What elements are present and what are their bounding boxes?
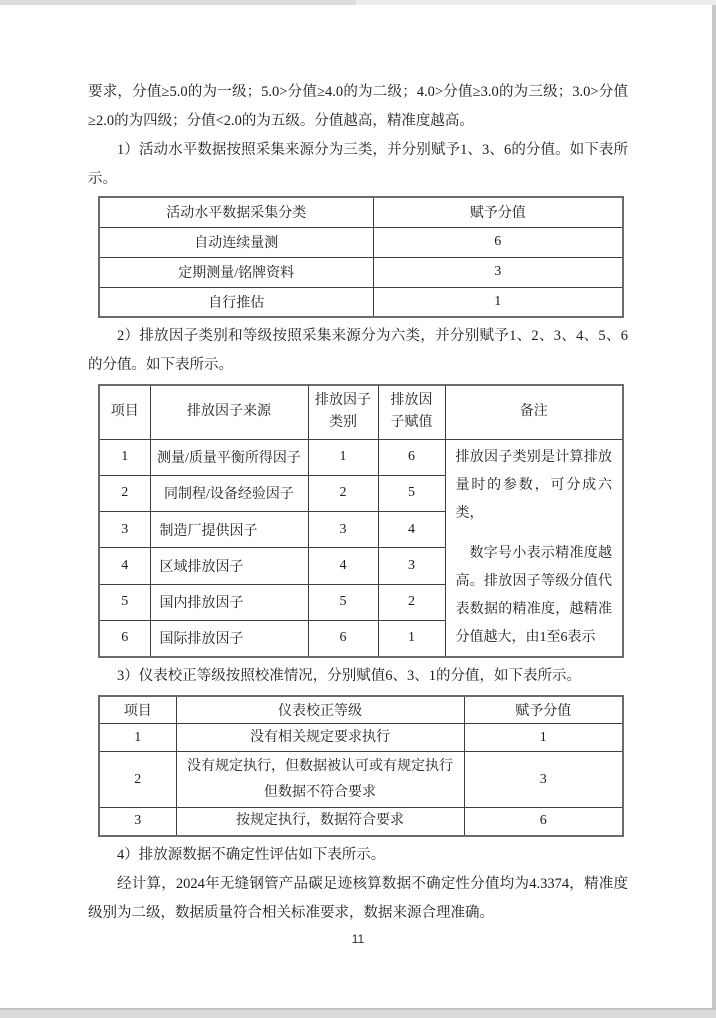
emission-factor-table bbox=[98, 384, 624, 658]
table-row bbox=[99, 724, 623, 752]
table-cell: 6 bbox=[378, 439, 445, 475]
page-number: 11 bbox=[351, 932, 365, 946]
table-cell: 4 bbox=[308, 548, 378, 584]
table-cell: 4 bbox=[99, 548, 150, 584]
table-cell: 1 bbox=[99, 724, 176, 752]
table-cell: 3 bbox=[378, 548, 445, 584]
paragraph-activity-data-intro: 1）活动水平数据按照采集来源分为三类，并分别赋予1、3、6的分值。如下表所示。 bbox=[88, 142, 628, 187]
table-cell: 定期测量/铭牌资料 bbox=[99, 257, 373, 287]
table-cell: 自动连续量测 bbox=[99, 227, 373, 257]
instrument-calibration-table bbox=[98, 695, 624, 837]
table-cell: 6 bbox=[464, 808, 623, 836]
table-row bbox=[99, 752, 623, 808]
paragraph-emission-factor-intro: 2）排放因子类别和等级按照采集来源分为六类，并分别赋予1、2、3、4、5、6的分值。如下表所示。 bbox=[88, 328, 628, 373]
viewer-right-edge bbox=[712, 5, 716, 1008]
column-header bbox=[308, 385, 378, 439]
table-cell: 6 bbox=[308, 620, 378, 656]
column-header: 仪表校正等级 bbox=[176, 696, 464, 724]
column-header: 活动水平数据采集分类 bbox=[99, 197, 373, 227]
page-content bbox=[88, 78, 628, 928]
paragraph-uncertainty-intro: 4）排放源数据不确定性评估如下表所示。 bbox=[117, 846, 386, 863]
table-cell-line: 没有规定执行，但数据被认可或有规定执行 bbox=[187, 758, 453, 774]
table-cell: 3 bbox=[464, 752, 623, 808]
table-cell: 2 bbox=[99, 752, 176, 808]
table-cell: 2 bbox=[378, 584, 445, 620]
table-cell: 1 bbox=[308, 439, 378, 475]
table-cell: 5 bbox=[308, 584, 378, 620]
table-cell bbox=[176, 752, 464, 808]
table-cell: 3 bbox=[373, 257, 623, 287]
table-cell: 3 bbox=[308, 512, 378, 548]
table-row bbox=[99, 808, 623, 836]
paragraph-instrument-calibration-intro: 3）仪表校正等级按照校准情况，分别赋值6、3、1的分值，如下表所示。 bbox=[117, 667, 581, 684]
column-header: 备注 bbox=[445, 385, 623, 439]
table-cell: 区域排放因子 bbox=[150, 548, 308, 584]
column-header: 赋予分值 bbox=[464, 696, 623, 724]
table-cell: 1 bbox=[373, 287, 623, 317]
column-header: 项目 bbox=[99, 696, 176, 724]
remark-paragraph: 排放因子类别是计算排放量时的参数，可分成六类， bbox=[455, 449, 612, 521]
table-cell: 国际排放因子 bbox=[150, 620, 308, 656]
table-cell: 测量/质量平衡所得因子 bbox=[150, 439, 308, 475]
remark-paragraph: 数字号小表示精准度越高。排放因子等级分值代表数据的精准度，越精准分值越大，由1至6表示 bbox=[455, 545, 612, 645]
table-cell: 1 bbox=[378, 620, 445, 656]
table-cell: 4 bbox=[378, 512, 445, 548]
remark-cell bbox=[445, 439, 623, 657]
table-row bbox=[99, 257, 623, 287]
table-cell: 制造厂提供因子 bbox=[150, 512, 308, 548]
table-header-row bbox=[99, 696, 623, 724]
table-row bbox=[99, 439, 623, 475]
table-cell: 3 bbox=[99, 808, 176, 836]
column-header-line: 排放因子 bbox=[315, 393, 371, 409]
table-header-row bbox=[99, 385, 623, 439]
paragraph-grading-criteria: 要求，分值≥5.0的为一级；5.0>分值≥4.0的为二级；4.0>分值≥3.0的为三级；3.0>分值≥2.0的为四级；分值<2.0的为五级。分值越高，精准度越高。 bbox=[88, 84, 628, 129]
table-cell-line: 但数据不符合要求 bbox=[264, 784, 376, 800]
column-header: 项目 bbox=[99, 385, 150, 439]
activity-data-score-table bbox=[98, 196, 624, 318]
table-cell: 3 bbox=[99, 512, 150, 548]
table-cell: 自行推估 bbox=[99, 287, 373, 317]
table-cell: 1 bbox=[464, 724, 623, 752]
column-header-line: 类别 bbox=[329, 415, 357, 431]
table-cell: 2 bbox=[99, 475, 150, 511]
viewer-bottom-edge bbox=[0, 1008, 716, 1018]
table-cell: 5 bbox=[99, 584, 150, 620]
table-cell: 2 bbox=[308, 475, 378, 511]
paragraph-conclusion: 经计算，2024年无缝钢管产品碳足迹核算数据不确定性分值均为4.3374，精准度级别为二级，数据质量符合相关标准要求，数据来源合理准确。 bbox=[88, 875, 628, 921]
column-header-line: 排放因 bbox=[390, 393, 433, 409]
column-header bbox=[378, 385, 445, 439]
viewer-top-edge-shadow bbox=[0, 0, 356, 5]
table-cell: 5 bbox=[378, 475, 445, 511]
table-cell: 国内排放因子 bbox=[150, 584, 308, 620]
column-header-line: 子赋值 bbox=[390, 415, 433, 431]
table-row bbox=[99, 227, 623, 257]
table-cell: 同制程/设备经验因子 bbox=[150, 475, 308, 511]
table-header-row bbox=[99, 197, 623, 227]
table-row bbox=[99, 287, 623, 317]
table-cell: 6 bbox=[99, 620, 150, 656]
table-cell: 没有相关规定要求执行 bbox=[176, 724, 464, 752]
table-cell: 6 bbox=[373, 227, 623, 257]
column-header: 赋予分值 bbox=[373, 197, 623, 227]
table-cell: 按规定执行，数据符合要求 bbox=[176, 808, 464, 836]
viewer-top-edge bbox=[0, 0, 716, 5]
column-header: 排放因子来源 bbox=[150, 385, 308, 439]
table-cell: 1 bbox=[99, 439, 150, 475]
